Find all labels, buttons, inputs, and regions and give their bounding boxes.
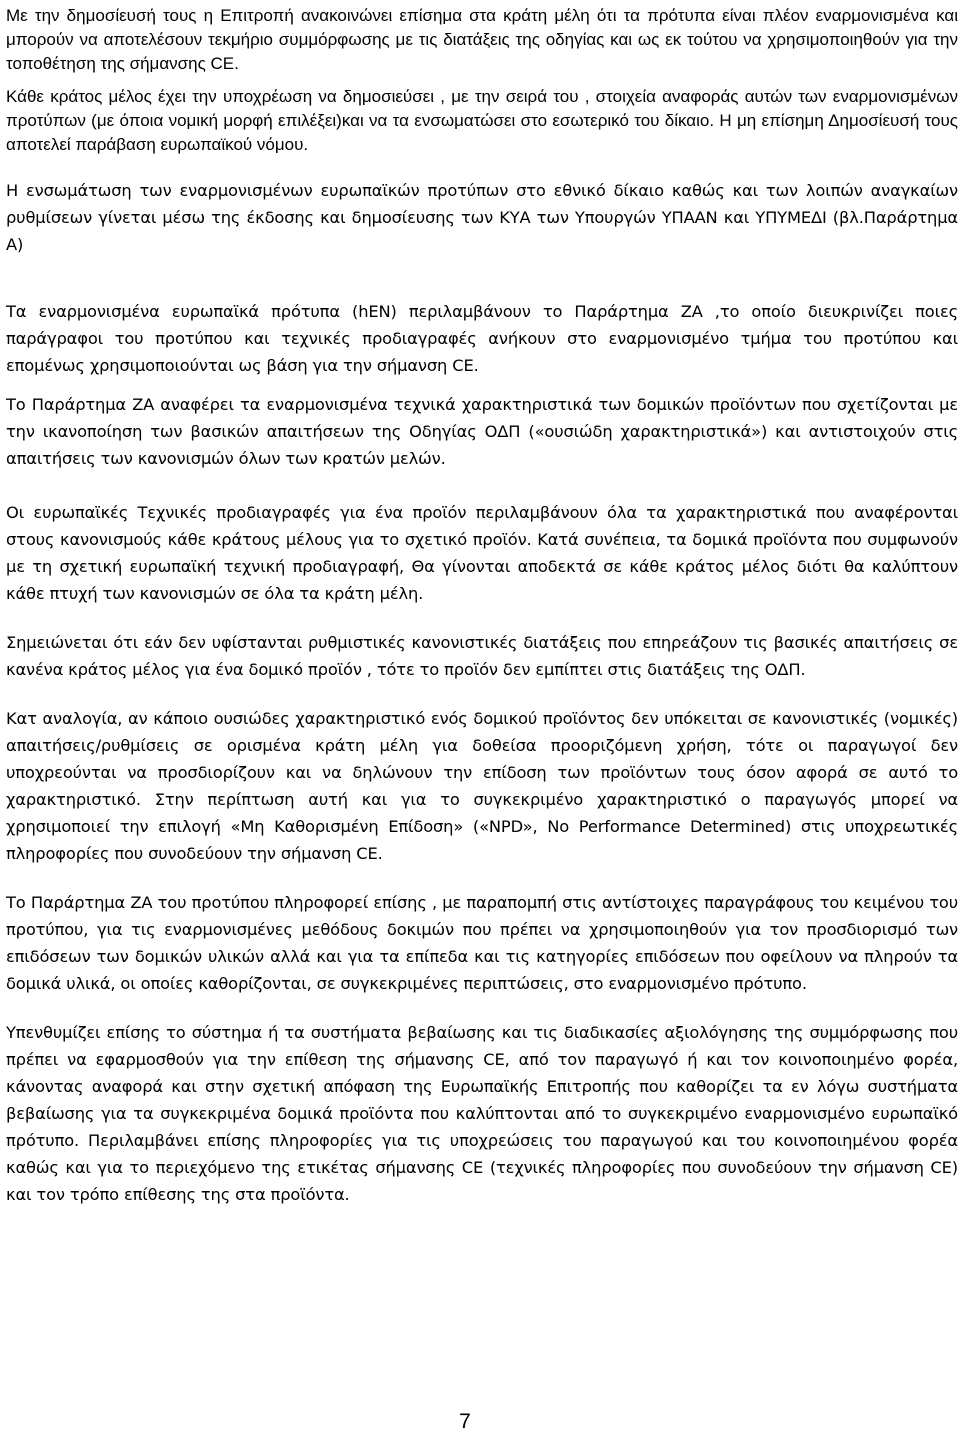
paragraph-test-methods: Το Παράρτημα ΖΑ του προτύπου πληροφορεί επίσης , με παραπομπή στις αντίστοιχες παραγράφους του κειμένου του προτύπου, για τις εναρμονισμένες μεθόδους δοκιμών που πρέπει να χρησιμοποιηθούν για τον προσδιορισμό των επιδόσεων των δομικών υλικών αλλά και για τα επίπεδα και τις κατηγορίες επιδόσεων που οφείλουν να πληρούν τα δομικά υλικά, οι οποίες καθορίζονται, σε συγκεκριμένες περιπτώσεις, στο εναρμονισμένο πρότυπο. bbox=[6, 893, 958, 993]
paragraph-attestation-systems: Υπενθυμίζει επίσης το σύστημα ή τα συστήματα βεβαίωσης και τις διαδικασίες αξιολόγησης της συμμόρφωσης που πρέπει να εφαρμοσθούν για την επίθεση της σήμανσης CE, από τον παραγωγό ή και τον κοινοποιημένο φορέα, κάνοντας αναφορά και στην σχετική απόφαση της Ευρωπαϊκής Επιτροπής που καθορίζει τα εν λόγω συστήματα βεβαίωσης για τα συγκεκριμένα δομικά προϊόντα που καλύπτονται από το συγκεκριμένο εναρμονισμένο ευρωπαϊκό πρότυπο. Περιλαμβάνει επίσης πληροφορίες για τις υποχρεώσεις του παραγωγού και του κοινοποιημένου φορέα καθώς και για το περιεχόμενο της ετικέτας σήμανσης CE (τεχνικές πληροφορίες που συνοδεύουν την σήμανση CE) και τον τρόπο επίθεσης της στα προϊόντα. bbox=[6, 1023, 958, 1204]
paragraph-no-regulations: Σημειώνεται ότι εάν δεν υφίστανται ρυθμιστικές κανονιστικές διατάξεις που επηρεάζουν τις βασικές απαιτήσεις σε κανένα κράτος μέλος για ένα δομικό προϊόν , τότε το προϊόν δεν εμπίπτει στις διατάξεις της ΟΔΠ. bbox=[6, 633, 958, 679]
paragraph-incorporation: Η ενσωμάτωση των εναρμονισμένων ευρωπαϊκών προτύπων στο εθνικό δίκαιο καθώς και των λοιπών αναγκαίων ρυθμίσεων γίνεται μέσω της έκδοσης και δημοσίευσης των ΚΥΑ των Υπουργών ΥΠΑΑΝ και ΥΠΥΜΕΔΙ (βλ.Παράρτημα Α) bbox=[6, 181, 958, 254]
paragraph-technical-specifications: Οι ευρωπαϊκές Τεχνικές προδιαγραφές για ένα προϊόν περιλαμβάνουν όλα τα χαρακτηριστικά που αναφέρονται στους κανονισμούς κάθε κράτους μέλους για το σχετικό προϊόν. Κατά συνέπεια, τα δομικά προϊόντα που συμφωνούν με τη σχετική ευρωπαϊκή τεχνική προδιαγραφή, Θα γίνονται αποδεκτά σε κάθε κράτος μέλος διότι θα καλύπτουν κάθε πτυχή των κανονισμών σε όλα τα κράτη μέλη. bbox=[6, 503, 958, 603]
document-page bbox=[6, 4, 958, 1208]
page-number: 7 bbox=[459, 1410, 471, 1433]
paragraph-publication: Με την δημοσίευσή τους η Επιτροπή ανακοινώνει επίσημα στα κράτη μέλη ότι τα πρότυπα είναι πλέον εναρμονισμένα και μπορούν να αποτελέσουν τεκμήριο συμμόρφωσης με τις διατάξεις της οδηγίας και ως εκ τούτου να χρησιμοποιηθούν για την τοποθέτηση της σήμανσης CE. bbox=[6, 6, 958, 73]
paragraph-annex-za-intro: Τα εναρμονισμένα ευρωπαϊκά πρότυπα (hEN) περιλαμβάνουν το Παράρτημα ΖΑ ,το οποίο διευκρινίζει ποιες παράγραφοι του προτύπου και τεχνικές προδιαγραφές ανήκουν στο εναρμονισμένο τμήμα του προτύπου και επομένως χρησιμοποιούνται ως βάση για την σήμανση CE. bbox=[6, 302, 958, 375]
paragraph-npd: Κατ αναλογία, αν κάποιο ουσιώδες χαρακτηριστικό ενός δομικού προϊόντος δεν υπόκειται σε κανονιστικές (νομικές) απαιτήσεις/ρυθμίσεις σε ορισμένα κράτη μέλη για δοθείσα προοριζόμενη χρήση, τότε οι παραγωγοί δεν υποχρεούνται να προσδιορίζουν και να δηλώνουν την επίδοση των προϊόντων τους όσον αφορά σε αυτό το χαρακτηριστικό. Στην περίπτωση αυτή και για το συγκεκριμένο χαρακτηριστικό ο παραγωγός μπορεί να χρησιμοποιεί την επιλογή «Μη Καθορισμένη Επίδοση» («NPD», No Performance Determined) στις υποχρεωτικές πληροφορίες που συνοδεύουν την σήμανση CE. bbox=[6, 709, 958, 863]
paragraph-annex-za-characteristics: Το Παράρτημα ΖΑ αναφέρει τα εναρμονισμένα τεχνικά χαρακτηριστικά των δομικών προϊόντων που σχετίζονται με την ικανοποίηση των βασικών απαιτήσεων της Οδηγίας ΟΔΠ («ουσιώδη χαρακτηριστικά») και αντιστοιχούν στις απαιτήσεις των κανονισμών όλων των κρατών μελών. bbox=[6, 395, 958, 468]
paragraph-member-state-obligation: Κάθε κράτος μέλος έχει την υποχρέωση να δημοσιεύσει , με την σειρά του , στοιχεία αναφοράς αυτών των εναρμονισμένων προτύπων (με όποια νομική μορφή επιλέξει)και να τα ενσωματώσει στο εσωτερικό του δίκαιο. Η μη επίσημη Δημοσίευσή τους αποτελεί παράβαση ευρωπαϊκού νόμου. bbox=[6, 87, 958, 154]
